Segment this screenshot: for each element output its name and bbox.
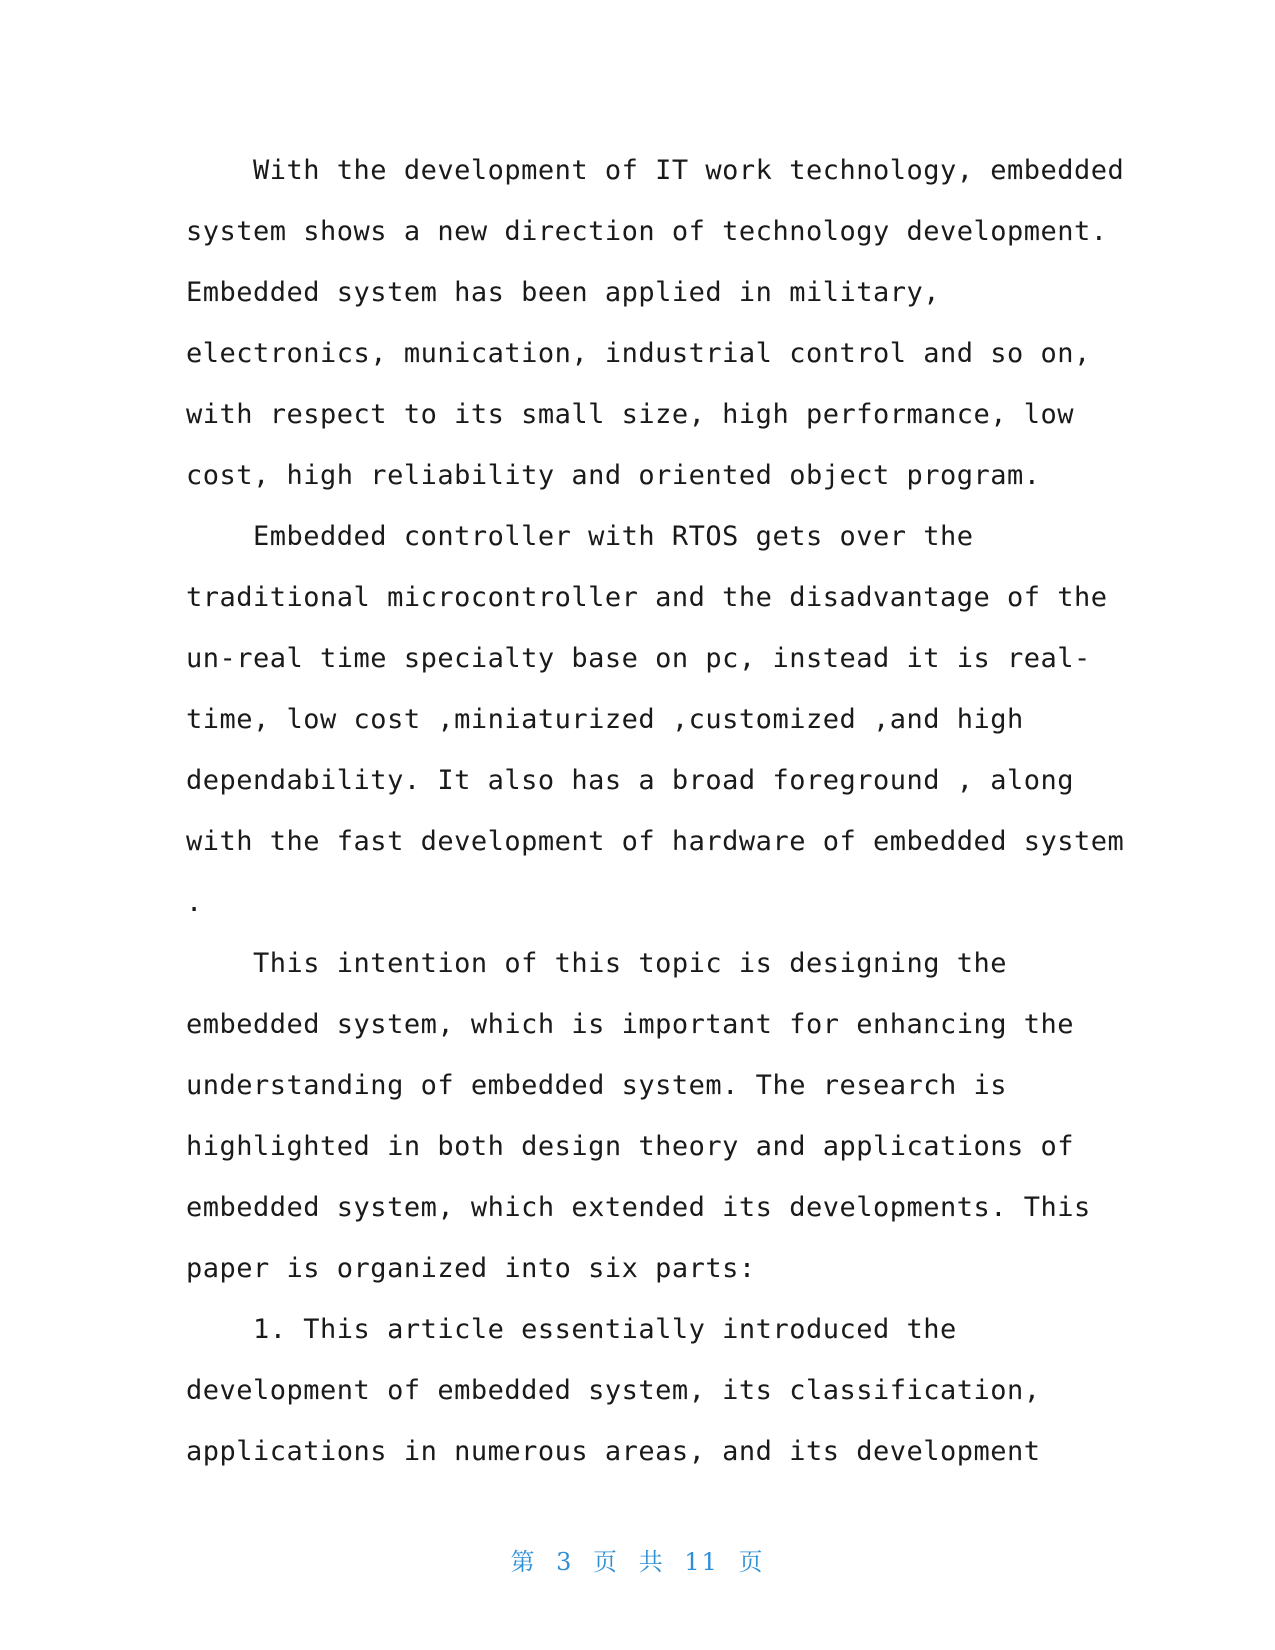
page-number: 3 xyxy=(556,1548,574,1576)
text-line: time, low cost ,miniaturized ,customized ,and high xyxy=(186,704,1024,735)
text-line: highlighted in both design theory and applications of xyxy=(186,1131,1075,1162)
text-line: With the development of IT work technology, embedded xyxy=(186,155,1125,186)
text-line: traditional microcontroller and the disadvantage of the xyxy=(186,582,1108,613)
text-line: Embedded controller with RTOS gets over the xyxy=(186,521,974,552)
total-label-unit: 页 xyxy=(738,1548,765,1576)
text-line: This intention of this topic is designing the xyxy=(186,948,1008,979)
text-line: applications in numerous areas, and its development xyxy=(186,1436,1041,1467)
body-text xyxy=(186,140,1125,1482)
text-line: . xyxy=(186,887,203,918)
text-line: understanding of embedded system. The research is xyxy=(186,1070,1008,1101)
total-pages: 11 xyxy=(684,1548,719,1576)
text-line: Embedded system has been applied in military, xyxy=(186,277,940,308)
page-label-unit: 页 xyxy=(593,1548,620,1576)
text-line: system shows a new direction of technology development. xyxy=(186,216,1108,247)
text-line: paper is organized into six parts: xyxy=(186,1253,756,1284)
text-line: with respect to its small size, high performance, low xyxy=(186,399,1075,430)
text-line: un-real time specialty base on pc, instead it is real- xyxy=(186,643,1091,674)
text-line: 1. This article essentially introduced the xyxy=(186,1314,957,1345)
text-line: electronics, munication, industrial control and so on, xyxy=(186,338,1091,369)
page-label-prefix: 第 xyxy=(510,1548,537,1576)
text-line: embedded system, which extended its developments. This xyxy=(186,1192,1091,1223)
text-line: embedded system, which is important for enhancing the xyxy=(186,1009,1075,1040)
text-line: development of embedded system, its classification, xyxy=(186,1375,1041,1406)
text-line: dependability. It also has a broad foreground , along xyxy=(186,765,1075,796)
text-line: with the fast development of hardware of embedded system xyxy=(186,826,1125,857)
text-line: cost, high reliability and oriented object program. xyxy=(186,460,1041,491)
total-label-prefix: 共 xyxy=(638,1548,665,1576)
page-footer xyxy=(0,1542,1275,1577)
